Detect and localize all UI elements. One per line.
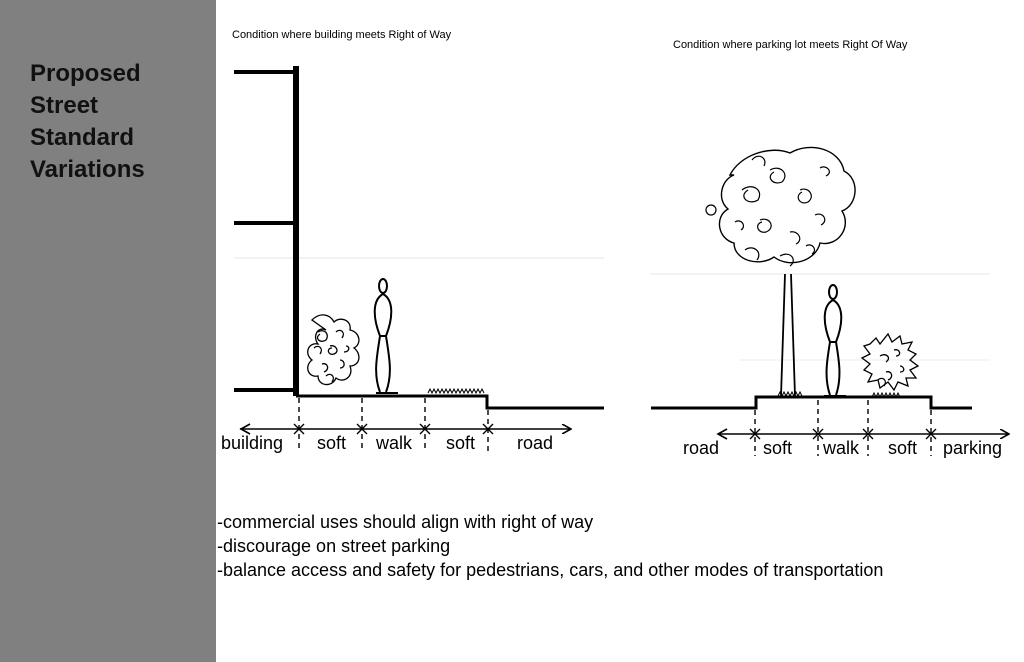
title-line-2: Street [30,92,99,119]
label-soft: soft [446,433,476,453]
tree-icon [706,147,855,396]
label-soft: soft [317,433,347,453]
right-section [650,147,1008,458]
note-item: -discourage on street parking [217,536,451,556]
shrub-icon [862,334,918,397]
person-icon [375,279,398,393]
label-building: building [221,433,284,453]
label-walk: walk [823,438,860,458]
label-road: road [683,438,720,458]
label-walk: walk [376,433,413,453]
shrub-icon [308,315,359,385]
left-diagram-caption: Condition where building meets Right of Way [232,29,452,41]
label-soft: soft [763,438,793,458]
note-item: -balance access and safety for pedestrians, cars, and other modes of transportation [217,560,884,580]
label-road: road [517,433,554,453]
ground-profile [651,397,972,408]
left-section [221,66,604,453]
title-line-4: Variations [30,156,145,183]
label-soft: soft [888,438,918,458]
notes-list [217,510,883,582]
title-line-1: Proposed [30,60,141,87]
ground-profile [296,396,604,408]
person-icon [824,285,846,396]
title-line-3: Standard [30,124,135,151]
right-diagram-caption: Condition where parking lot meets Right Of Way [673,39,908,51]
label-parking: parking [943,438,1003,458]
note-item: -commercial uses should align with right of way [217,512,594,532]
grass-strip [428,389,484,393]
